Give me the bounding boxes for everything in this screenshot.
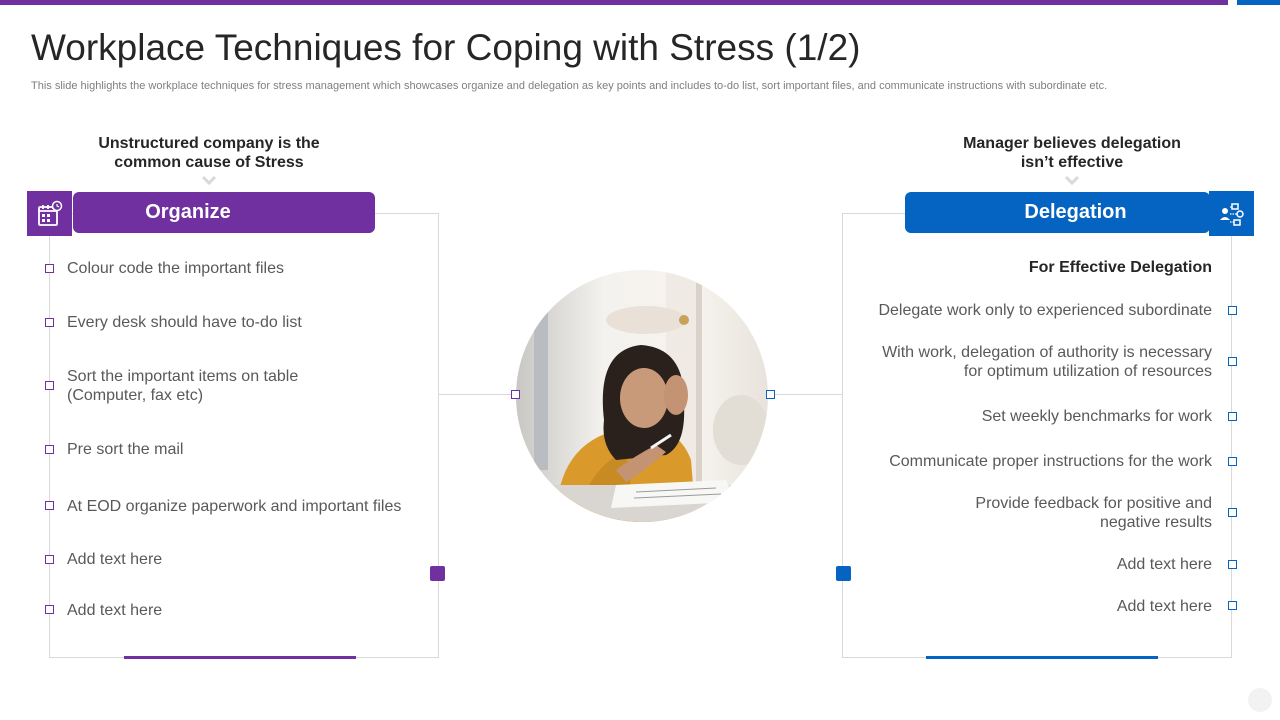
delegation-note-line2: isn’t effective [1020, 154, 1124, 171]
delegation-icon-box [1209, 191, 1254, 236]
delegation-note-line1: Manager believes delegation [963, 135, 1181, 152]
delegation-bullet [1228, 457, 1237, 466]
delegation-bullet [1228, 357, 1237, 366]
stressed-woman-studying-photo [516, 270, 768, 522]
organize-bottom-bar [124, 656, 356, 659]
delegation-note [942, 134, 1202, 172]
top-accent-bar-purple [0, 0, 1228, 5]
organize-bullet [45, 501, 54, 510]
organize-item: At EOD organize paperwork and important files [67, 498, 402, 515]
slide-subtitle: This slide highlights the workplace techniques for stress management which showcases organize and delegation as key points and includes to-do list, sort important files, and communicate instructions with subordinate etc. [31, 80, 1108, 92]
delegation-bullet [1228, 560, 1237, 569]
delegation-item: Provide feedback for positive and negative results [975, 495, 1212, 531]
delegation-item: Add text here [1116, 556, 1212, 573]
delegation-bullet [1228, 306, 1237, 315]
delegation-item: Add text here [1116, 598, 1212, 615]
delegation-network-icon [1218, 200, 1246, 228]
delegation-bottom-bar [926, 656, 1158, 659]
chevron-down-icon [1064, 175, 1080, 187]
top-accent-bar-blue [1237, 0, 1280, 5]
chevron-down-icon [201, 175, 217, 187]
delegation-item: Delegate work only to experienced subordinate [878, 302, 1212, 319]
organize-item: Add text here [67, 602, 163, 619]
organize-bullet [45, 445, 54, 454]
corner-dot [1248, 688, 1272, 712]
organize-bullet [45, 555, 54, 564]
organize-note [79, 134, 339, 172]
delegation-bullet [1228, 412, 1237, 421]
organize-bullet [45, 318, 54, 327]
right-connector-handle [766, 390, 775, 399]
slide-title: Workplace Techniques for Coping with Stress (1/2) [31, 27, 861, 68]
calendar-clock-icon [37, 200, 63, 228]
organize-item: Add text here [67, 551, 163, 568]
delegation-item: Communicate proper instructions for the work [889, 453, 1212, 470]
organize-note-line1: Unstructured company is the [98, 135, 320, 152]
delegation-header: Delegation [905, 192, 1210, 233]
delegation-item: With work, delegation of authority is necessary for optimum utilization of resources [882, 344, 1212, 380]
organize-icon-box [27, 191, 72, 236]
right-connector-line [770, 394, 843, 395]
delegation-marker-square [836, 566, 851, 581]
organize-marker-square [430, 566, 445, 581]
organize-item: Pre sort the mail [67, 441, 184, 458]
delegation-panel [842, 213, 1232, 658]
delegation-item: Set weekly benchmarks for work [981, 408, 1212, 425]
organize-header: Organize [73, 192, 375, 233]
delegation-subheading: For Effective Delegation [1028, 259, 1212, 276]
organize-panel [49, 213, 439, 658]
organize-item: Colour code the important files [67, 260, 284, 277]
organize-note-line2: common cause of Stress [114, 154, 304, 171]
organize-bullet [45, 605, 54, 614]
left-connector-line [438, 394, 516, 395]
organize-item: Sort the important items on table (Computer, fax etc) [67, 368, 299, 404]
delegation-bullet [1228, 601, 1237, 610]
left-connector-handle [511, 390, 520, 399]
organize-item: Every desk should have to-do list [67, 314, 302, 331]
delegation-bullet [1228, 508, 1237, 517]
organize-bullet [45, 381, 54, 390]
organize-bullet [45, 264, 54, 273]
